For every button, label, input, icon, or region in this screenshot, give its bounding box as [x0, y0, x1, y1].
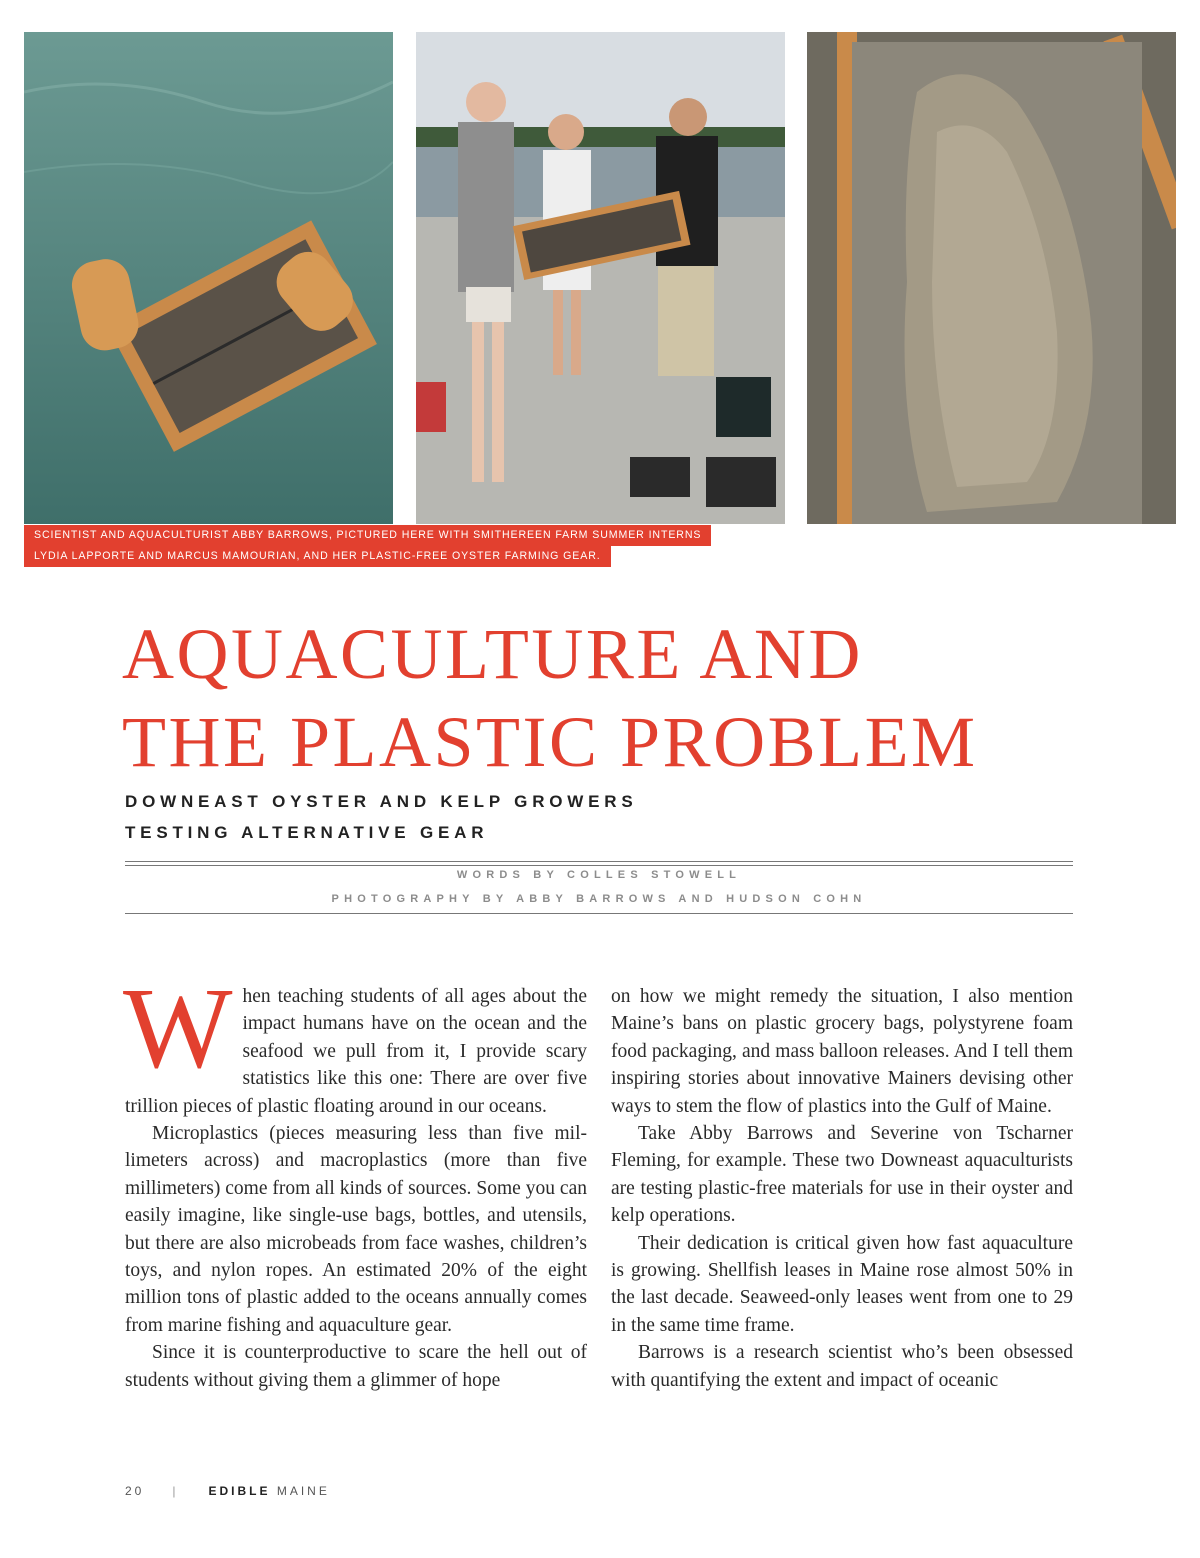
article-title-line-2: THE PLASTIC PROBLEM — [122, 702, 978, 782]
paragraph-barrows-fleming: Take Abby Barrows and Severine von Tscharner Fleming, for example. These two Downeast aquaculturists are testing plastic-free materials for use in their oyster and kelp operations. — [611, 1123, 1073, 1227]
paragraph-intro — [123, 965, 587, 1120]
paragraph-remedy: on how we might remedy the situation, I also mention Maine’s bans on plastic grocery bags, polystyrene foam food packaging, and mass balloon releases. And I tell them inspiring stories about innovative Mainers devising other ways to stem the flow of plastics into the Gulf of Maine. — [611, 986, 1073, 1117]
byline-photography: PHOTOGRAPHY BY ABBY BARROWS AND HUDSON COHN — [331, 893, 867, 905]
photo-oyster-tray — [807, 32, 1176, 524]
photo-team-on-boat — [416, 32, 785, 524]
photo-caption-line-1: SCIENTIST AND AQUACULTURIST ABBY BARROWS, PICTURED HERE WITH SMITHEREEN FARM SUMMER INTERNS — [24, 525, 711, 546]
divider-top-double — [125, 865, 1073, 866]
magazine-name-bold: EDIBLE — [208, 1484, 271, 1498]
article-title-line-1: AQUACULTURE AND — [122, 614, 863, 694]
article-subtitle-line-2: TESTING ALTERNATIVE GEAR — [125, 823, 489, 842]
paragraph-dedication: Their dedication is critical given how fast aquaculture is growing. Shellfish leases in Maine rose almost 50% in the last decade. Seaweed-only leases went from one to 29 in the same time frame. — [611, 1232, 1073, 1336]
paragraph-research-scientist: Barrows is a research scientist who’s been obsessed with quantifying the extent and impact of oceanic — [611, 1342, 1073, 1391]
magazine-name-rest: MAINE — [276, 1484, 330, 1498]
byline-words: WORDS BY COLLES STOWELL — [456, 869, 742, 881]
footer-separator: | — [172, 1484, 179, 1498]
article-subtitle-line-1: DOWNEAST OYSTER AND KELP GROWERS — [125, 792, 638, 811]
paragraph-intro-text: hen teaching students of all ages about the impact humans have on the ocean and the seafood we pull from it, I provide scary statistics like this one: There are over five trillion pieces of plastic floating around in our oceans. — [125, 986, 587, 1117]
page-footer — [125, 1484, 330, 1498]
photo-floating-tray — [24, 32, 393, 524]
body-column-right — [611, 983, 1073, 1394]
paragraph-microplastics: Microplastics (pieces measuring less than five millimeters across) and macroplastics (more than five millimeters) come from all kinds of sources. Some you can easily imagine, like single-use bags, bottles, and utensils, but there are also microbeads from face washes, children’s toys, and nylon ropes. An estimated 20% of the eight million tons of plastic added to the oceans annually comes from marine fishing and aquaculture gear. — [125, 1123, 587, 1336]
photo-caption-line-2: LYDIA LAPPORTE AND MARCUS MAMOURIAN, AND HER PLASTIC-FREE OYSTER FARMING GEAR. — [24, 546, 611, 567]
drop-cap: W — [123, 965, 233, 1093]
divider-top — [125, 861, 1073, 862]
paragraph-counterproductive: Since it is counterproductive to scare the hell out of students without giving them a glimmer of hope — [125, 1342, 587, 1391]
body-column-left — [123, 965, 587, 1394]
divider-bottom — [125, 913, 1073, 914]
page-number: 20 — [125, 1484, 145, 1498]
